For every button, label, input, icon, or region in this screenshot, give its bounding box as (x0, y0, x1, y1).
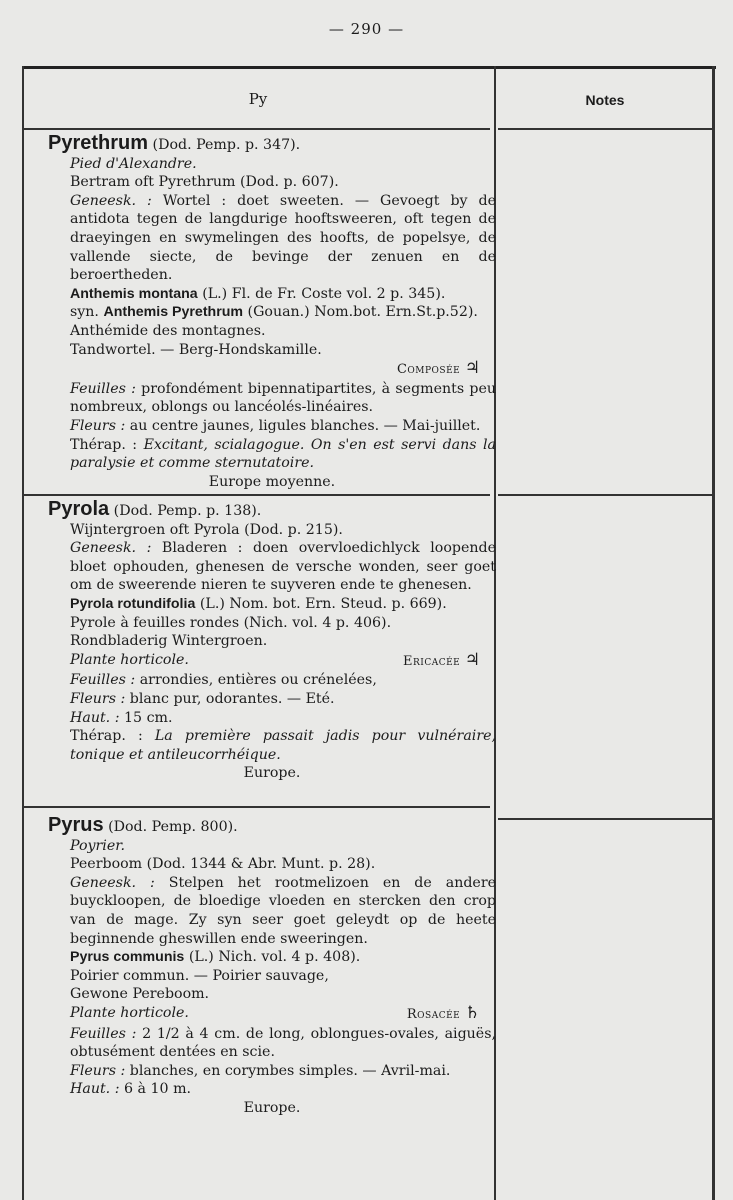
region: Europe moyenne. (208, 473, 336, 490)
dutch-name: Bertram oft Pyrethrum (Dod. p. 607). (70, 174, 339, 191)
page-number: — 290 — (328, 20, 405, 38)
entry-separator (22, 494, 490, 496)
region: Europe. (243, 765, 301, 782)
entry-pyrus (48, 816, 496, 1118)
geneesk-paragraph: Geneesk. : Bladeren : doen overvloedichlyck loopende bloet ophouden, ghenesen de versche wonden, seer goet om de sweerende nieren te suyveren ende te ghenesen. (70, 540, 496, 594)
header-py: Py (248, 90, 268, 108)
header-rule-right (498, 128, 712, 130)
synonym-line: syn. Anthemis Pyrethrum (Gouan.) Nom.bot. Ern.St.p.52). (70, 304, 478, 321)
perennial-symbol: ♃ (464, 649, 480, 670)
entry-separator (22, 806, 490, 808)
dutch-name: Peerboom (Dod. 1344 & Abr. Munt. p. 28). (70, 856, 376, 873)
content-table (22, 66, 716, 1200)
header-notes: Notes (585, 92, 625, 108)
haut-line: Haut. : 6 à 10 m. (70, 1081, 192, 1098)
fleurs-line: Fleurs : au centre jaunes, ligules blanches. — Mai-juillet. (70, 417, 481, 434)
perennial-symbol: ♃ (464, 358, 480, 379)
entry-pyrola (48, 500, 496, 783)
region: Europe. (243, 1099, 301, 1116)
common-name-fr: Poyrier. (70, 837, 125, 854)
dutch-common-name: Tandwortel. — Berg-Hondskamille. (70, 341, 322, 358)
fleurs-line: Fleurs : blanches, en corymbes simples. — Avril-mai. (70, 1062, 451, 1079)
feuilles-line: Feuilles : arrondies, entières ou crénelées, (70, 672, 377, 689)
right-border (712, 66, 715, 1200)
dutch-common-name: Gewone Pereboom. (70, 986, 210, 1003)
therap-line: Thérap. : La première passait jadis pour vulnéraire, tonique et antileucorrhéique. (70, 728, 497, 763)
entry-heading (48, 816, 496, 837)
species-line: Anthemis montana (L.) Fl. de Fr. Coste vol. 2 p. 345). (70, 285, 446, 302)
notes-separator (498, 818, 712, 820)
genus-ref: (Dod. Pemp. p. 347). (152, 137, 301, 153)
notes-separator (498, 494, 712, 496)
geneesk-paragraph: Geneesk. : Wortel : doet sweeten. — Gevoegt by de antidota tegen de langdurige hooftsweeren, oft tegen de draeyingen en swymelingen des hoofts, de popelsye, de vallende siecte, de bevinge der zenuen en de beroertheden. (70, 192, 497, 284)
fleurs-line: Fleurs : blanc pur, odorantes. — Eté. (70, 690, 335, 707)
feuilles-line: Feuilles : profondément bipennatipartites, à segments peu nombreux, oblongs ou lancéolés-linéaires. (70, 380, 496, 416)
species-line: Pyrola rotundifolia (L.) Nom. bot. Ern. Steud. p. 669). (70, 595, 447, 612)
french-name: Pyrole à feuilles rondes (Nich. vol. 4 p. 406). (70, 614, 392, 631)
plante-family-line: Plante horticole. Ericacée ♃ (70, 649, 480, 670)
entry-heading (48, 134, 496, 155)
common-name-fr: Pied d'Alexandre. (70, 155, 197, 172)
genus-name: Pyrethrum (48, 132, 149, 154)
woody-symbol: ♄ (464, 1002, 480, 1023)
french-name: Poirier commun. — Poirier sauvage, (70, 967, 329, 984)
species-line: Pyrus communis (L.) Nich. vol. 4 p. 408). (70, 949, 361, 966)
genus-name: Pyrus (48, 814, 104, 836)
entry-pyrethrum (48, 134, 496, 491)
dutch-name: Wijntergroen oft Pyrola (Dod. p. 215). (70, 521, 343, 538)
genus-name: Pyrola (48, 498, 110, 520)
feuilles-line: Feuilles : 2 1/2 à 4 cm. de long, oblongues-ovales, aiguës, obtusément dentées en scie. (70, 1025, 496, 1061)
therap-line: Thérap. : Excitant, scialagogue. On s'en est servi dans la paralysie et comme sternutatoire. (70, 436, 497, 472)
geneesk-paragraph: Geneesk. : Stelpen het rootmelizoen en de andere buyckloopen, de bloedige vloeden en stercken den crop van de mage. Zy syn seer goet geleydt op de heete beginnende gheswillen ende sweeringen. (70, 874, 496, 947)
genus-ref: (Dod. Pemp. 800). (108, 819, 238, 835)
family-line: Composée ♃ (396, 358, 480, 379)
french-name: Anthémide des montagnes. (70, 322, 266, 339)
genus-ref: (Dod. Pemp. p. 138). (113, 503, 262, 519)
haut-line: Haut. : 15 cm. (70, 709, 173, 726)
entry-heading (48, 500, 496, 521)
plante-family-line: Plante horticole. Rosacée ♄ (70, 1002, 480, 1023)
top-rule (22, 66, 716, 69)
dutch-common-name: Rondbladerig Wintergroen. (70, 633, 268, 650)
left-border (22, 66, 24, 1200)
header-rule-left (22, 128, 490, 130)
